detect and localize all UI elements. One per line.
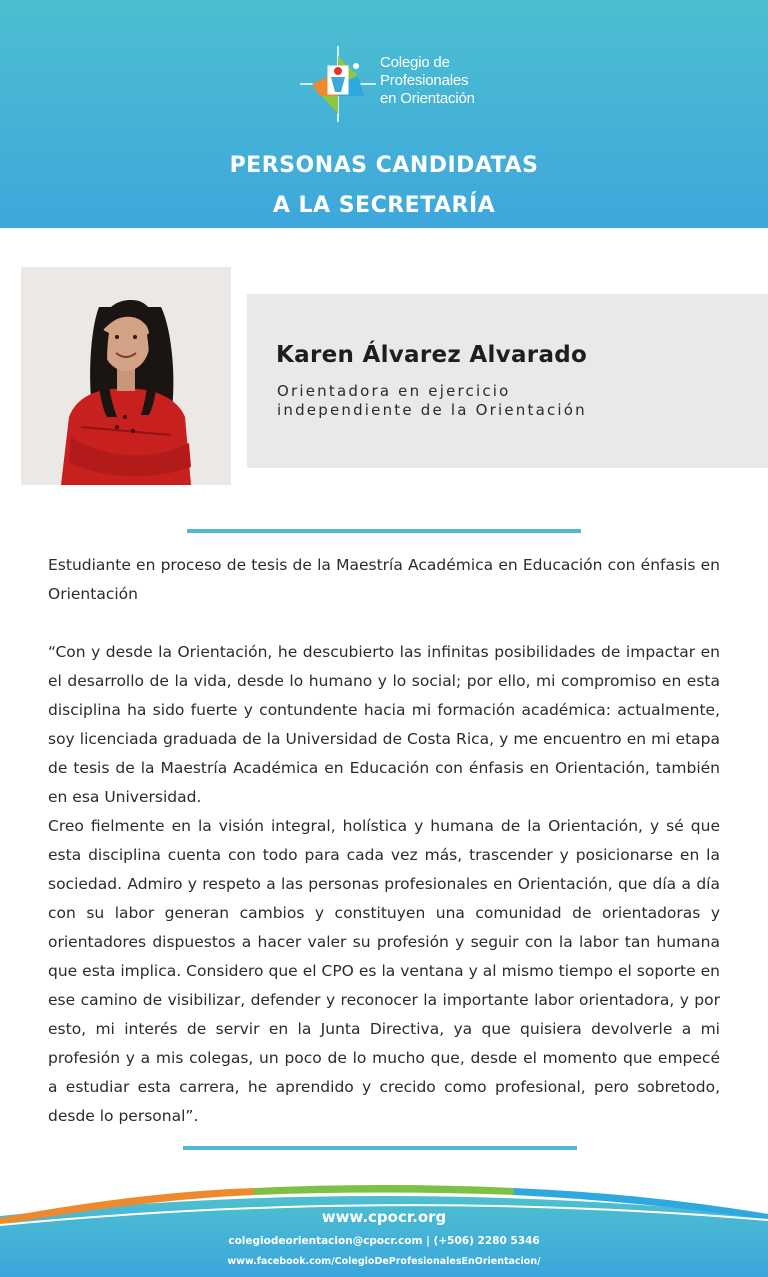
candidate-role: [277, 382, 587, 420]
footer-facebook-link[interactable]: www.facebook.com/ColegioDeProfesionalesEnOrientacion/: [227, 1256, 541, 1267]
logo-line-2: Profesionales: [380, 72, 469, 89]
candidate-name: Karen Álvarez Alvarado: [276, 342, 588, 368]
intro-paragraph: Estudiante en proceso de tesis de la Maestría Académica en Educación con énfasis en Orientación: [48, 556, 720, 603]
candidate-role-line-1: Orientadora en ejercicio: [277, 382, 511, 400]
logo-line-1: Colegio de: [380, 54, 450, 71]
header-banner: [0, 0, 768, 228]
top-divider: [187, 529, 581, 533]
cpo-logo: [298, 44, 478, 124]
page-title-line-2: A LA SECRETARÍA: [272, 193, 496, 218]
candidate-name-card: [247, 294, 768, 468]
bottom-divider: [183, 1146, 577, 1150]
footer-website-link[interactable]: www.cpocr.org: [321, 1208, 447, 1226]
logo-line-3: en Orientación: [380, 90, 475, 107]
statement-paragraphs: [48, 638, 720, 1131]
logo-emblem-icon: [298, 44, 378, 124]
candidate-photo: [21, 267, 231, 485]
page-title-line-1: PERSONAS CANDIDATAS: [229, 153, 539, 178]
logo-wordmark: [380, 54, 475, 108]
statement-paragraph-1: “Con y desde la Orientación, he descubierto las infinitas posibilidades de impactar en el desarrollo de la vida, desde lo humano y lo social; por ello, mi compromiso en esta disciplina ha sido fuerte y contundente hacia mi formación académica: actualmente, soy licenciada graduada de la Universidad de Costa Rica, y me encuentro en mi etapa de tesis de la Maestría Académica en Educación con énfasis en Orientación, también en esa Universidad.: [48, 643, 720, 806]
candidate-role-line-2: independiente de la Orientación: [277, 401, 587, 419]
footer-contact[interactable]: colegiodeorientacion@cpocr.com | (+506) 2280 5346: [228, 1235, 540, 1247]
statement-paragraph-2: Creo fielmente en la visión integral, holística y humana de la Orientación, y sé que esta disciplina cuenta con todo para cada vez más, trascender y posicionarse en la sociedad. Admiro y respeto a las personas profesionales en Orientación, que día a día con su labor generan cambios y constituyen una comunidad de orientadoras y orientadores dispuestos a hacer valer su profesión y seguir con la labor tan humana que esta implica. Considero que el CPO es la ventana y al mismo tiempo el soporte en ese camino de visibilizar, defender y reconocer la importante labor orientadora, y por esto, mi interés de servir en la Junta Directiva, ya que quisiera devolverle a mi profesión y a mis colegas, un poco de lo mucho que, desde el momento que empecé a estudiar esta carrera, he aprendido y crecido como profesional, pero sobretodo, desde lo personal”.: [48, 817, 720, 1125]
portrait-illustration: [21, 267, 231, 485]
